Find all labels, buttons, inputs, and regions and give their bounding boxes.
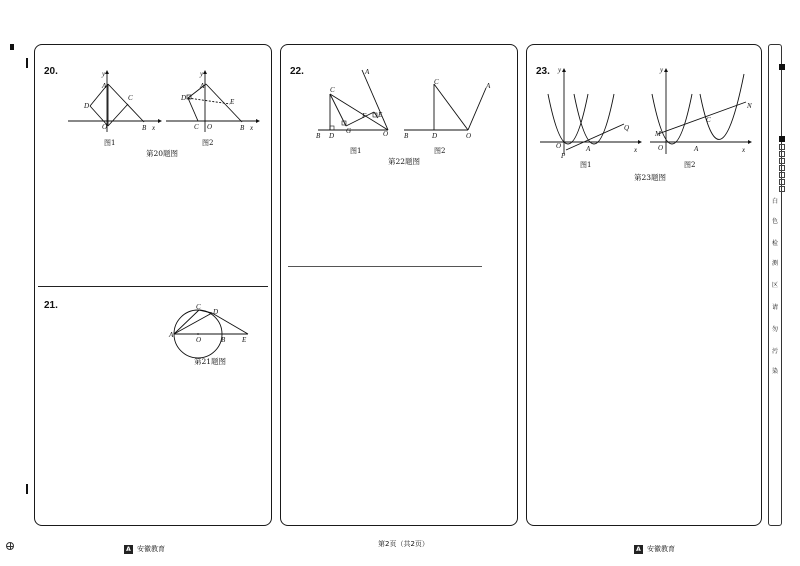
point-label-B: B [142, 124, 147, 132]
point-label-O: O [102, 123, 108, 131]
q22-caption: 第22题图 [388, 157, 421, 166]
q20-fig1-caption: 图1 [104, 139, 116, 147]
strip-cell [779, 158, 785, 164]
point-label-B: B [404, 132, 409, 140]
q22-figure-1 [312, 64, 402, 144]
point-label-A: A [169, 331, 174, 339]
point-label-D: D [181, 94, 187, 102]
strip-cell [779, 144, 785, 150]
strip-cell [779, 186, 785, 192]
axis-label-x: x [152, 124, 156, 132]
point-label-A: A [365, 68, 370, 76]
point-label-A: A [586, 145, 591, 153]
q23-fig2-caption: 图2 [684, 161, 696, 169]
point-label-B: B [316, 132, 321, 140]
q23-figure-2 [648, 64, 758, 156]
point-label-O: O [658, 144, 664, 152]
point-label-G: G [346, 127, 352, 135]
point-label-O: O [556, 142, 562, 150]
brand-name: 安徽教育 [137, 545, 165, 553]
axis-label-y: y [660, 66, 664, 74]
strip-cell [779, 165, 785, 171]
point-label-B: B [221, 336, 226, 344]
axis-label-x: x [250, 124, 254, 132]
axis-label-x: x [634, 146, 638, 154]
strip-char: 检 [771, 240, 778, 247]
point-label-D: D [329, 132, 335, 140]
registration-mark [779, 136, 785, 142]
point-label-P: P [561, 152, 566, 160]
brand-logo-left [124, 544, 165, 554]
axis-label-x: x [742, 146, 746, 154]
strip-cell [779, 172, 785, 178]
strip-char: 白 [771, 198, 778, 205]
axis-label-y: y [102, 70, 106, 78]
registration-mark [10, 44, 14, 50]
point-label-O: O [196, 336, 202, 344]
point-label-M: M [655, 130, 661, 138]
axis-label-y: y [558, 66, 562, 74]
point-label-O: O [466, 132, 472, 140]
point-label-C: C [434, 78, 439, 86]
axis-label-y: y [200, 70, 204, 78]
point-label-D: D [432, 132, 438, 140]
point-label-D: D [213, 308, 219, 316]
strip-char: 勿 [771, 326, 778, 333]
question-23-number: 23. [536, 66, 550, 77]
point-label-O: O [383, 130, 389, 138]
brand-mark-icon: A [634, 545, 643, 554]
question-22-number: 22. [290, 66, 304, 77]
registration-mark [779, 64, 785, 70]
q23-figure-1 [538, 64, 644, 160]
brand-logo-right [634, 544, 675, 554]
point-label-F: F [362, 112, 367, 120]
registration-mark [26, 484, 28, 494]
q21-figure [168, 300, 258, 352]
page-number: 第2页（共2页） [378, 540, 429, 548]
point-label-A: A [694, 145, 699, 153]
question-21-number: 21. [44, 300, 58, 311]
strip-char: 请 [771, 304, 778, 311]
strip-char: 色 [771, 218, 778, 225]
strip-char: 染 [771, 368, 778, 375]
point-label-B: B [240, 124, 245, 132]
point-label-E: E [242, 336, 247, 344]
section-divider [38, 286, 268, 287]
q20-figure-1 [64, 66, 164, 136]
point-label-C: C [196, 303, 201, 311]
registration-mark [26, 58, 28, 68]
point-label-E: E [230, 98, 235, 106]
point-label-A: A [102, 82, 107, 90]
point-label-C: C [706, 116, 711, 124]
section-divider [288, 266, 482, 267]
point-label-A: A [200, 82, 205, 90]
q20-figure-2 [162, 66, 262, 136]
point-label-D: D [84, 102, 90, 110]
q22-fig2-caption: 图2 [434, 147, 446, 155]
point-label-E: E [378, 111, 383, 119]
strip-char: 区 [771, 282, 778, 289]
q21-caption: 第21题图 [194, 357, 227, 366]
strip-char: 污 [771, 348, 778, 355]
brand-mark-icon: A [124, 545, 133, 554]
point-label-C: C [128, 94, 133, 102]
point-label-O: O [207, 123, 213, 131]
brand-name: 安徽教育 [647, 545, 675, 553]
q22-fig1-caption: 图1 [350, 147, 362, 155]
point-label-A: A [486, 82, 491, 90]
registration-circle-icon [6, 542, 14, 550]
q22-figure-2 [400, 78, 496, 142]
q20-caption: 第20题图 [146, 149, 179, 158]
point-label-C: C [330, 86, 335, 94]
point-label-Q: Q [624, 124, 630, 132]
strip-cell [779, 179, 785, 185]
point-label-C: C [194, 123, 199, 131]
question-20-number: 20. [44, 66, 58, 77]
point-label-N: N [747, 102, 752, 110]
q23-fig1-caption: 图1 [580, 161, 592, 169]
q20-fig2-caption: 图2 [202, 139, 214, 147]
q23-caption: 第23题图 [634, 173, 667, 182]
strip-cell [779, 151, 785, 157]
strip-char: 测 [771, 260, 778, 267]
